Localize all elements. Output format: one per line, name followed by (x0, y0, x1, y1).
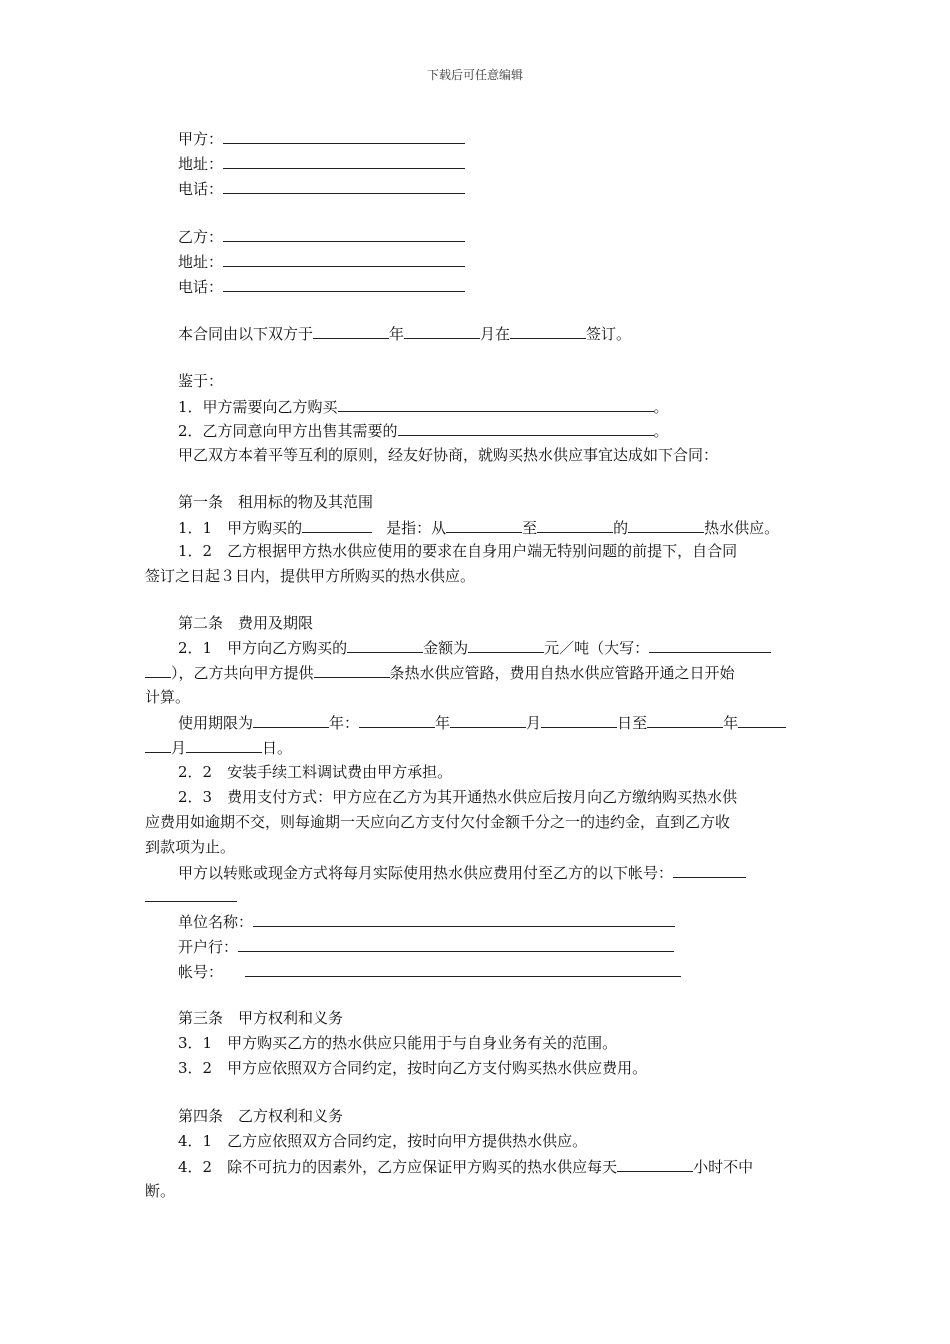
article-2-clause-1-line-3: 计算。 (145, 688, 191, 706)
bank-label: 开户行： (178, 938, 239, 956)
period-start-year-blank[interactable] (359, 712, 435, 728)
a1c1-to-blank[interactable] (537, 517, 613, 533)
a1c1-from-blank[interactable] (446, 517, 522, 533)
signing-text-2: 年 (389, 325, 405, 343)
period-end-month-blank-cont[interactable] (145, 737, 171, 753)
period-text-f: 年 (723, 714, 739, 732)
a2c1-object-blank[interactable] (347, 637, 423, 653)
a1c1-text-c: 至 (522, 519, 538, 537)
party-a-label: 甲方： (178, 130, 224, 148)
party-b-label: 乙方： (178, 228, 224, 246)
account-blank[interactable] (245, 961, 681, 977)
period-text-e: 日至 (617, 714, 648, 732)
article-1-clause-1 (178, 517, 779, 538)
period-start-month-blank[interactable] (450, 712, 526, 728)
party-b-phone-label: 电话： (178, 278, 224, 296)
transfer-line-cont (145, 886, 237, 907)
whereas-title: 鉴于： (178, 372, 224, 390)
article-4-clause-1: 4．1 乙方应依照双方合同约定，按时向甲方提供热水供应。 (178, 1132, 588, 1150)
article-4-title: 第四条 乙方权利和义务 (178, 1107, 344, 1125)
whereas-item-2-blank[interactable] (398, 420, 654, 436)
party-a-blank[interactable] (223, 128, 465, 144)
signing-place-blank[interactable] (510, 323, 586, 339)
a1c1-text-a: 1．1 甲方购买的 (178, 519, 303, 537)
whereas-item-1-blank[interactable] (338, 396, 654, 412)
signing-text-3: 月在 (480, 325, 511, 343)
article-3-clause-1: 3．1 甲方购买乙方的热水供应只能用于与自身业务有关的范围。 (178, 1034, 618, 1052)
party-b-address-label: 地址： (178, 253, 224, 271)
party-a-phone-blank[interactable] (223, 178, 465, 194)
signing-text-1: 本合同由以下双方于 (178, 325, 314, 343)
account-line (178, 961, 681, 982)
bank-blank[interactable] (238, 936, 674, 952)
unit-name-line (178, 911, 675, 932)
whereas-item-1-text: 1．甲方需要向乙方购买 (178, 398, 338, 416)
party-a-address-label: 地址： (178, 155, 224, 173)
article-4-clause-2-line-1 (178, 1156, 753, 1177)
whereas-item-2-text: 2．乙方同意向甲方出售其需要的 (178, 422, 398, 440)
a2c1-uppercase-blank-cont[interactable] (145, 662, 171, 678)
a1c1-spec-blank[interactable] (628, 517, 704, 533)
period-text-c: 年 (435, 714, 451, 732)
a1c1-text-b: 是指：从 (386, 519, 447, 537)
usage-period-line-2 (145, 737, 292, 758)
a2c1-text-e: 条热水供应管路，费用自热水供应管路开通之日开始 (389, 664, 735, 682)
a1c1-text-d: 的 (613, 519, 629, 537)
bank-line (178, 936, 674, 957)
period-years-blank[interactable] (253, 712, 329, 728)
a1c1-text-e: 热水供应。 (704, 519, 780, 537)
a2c1-price-blank[interactable] (468, 637, 544, 653)
signing-year-blank[interactable] (313, 323, 389, 339)
period-text-g: 月 (171, 739, 187, 757)
article-2-clause-2: 2．2 安装手续工料调试费由甲方承担。 (178, 763, 453, 781)
period-text-a: 使用期限为 (178, 714, 254, 732)
page-header: 下载后可任意编辑 (426, 68, 523, 82)
unit-name-label: 单位名称： (178, 913, 254, 931)
period-text-h: 日。 (262, 739, 293, 757)
party-b-phone-line (178, 276, 465, 297)
a2c1-pipes-blank[interactable] (314, 662, 390, 678)
transfer-account-blank-cont[interactable] (145, 886, 237, 902)
unit-name-blank[interactable] (253, 911, 675, 927)
period-end-day-blank[interactable] (186, 737, 262, 753)
signing-month-blank[interactable] (404, 323, 480, 339)
period-text-b: 年： (329, 714, 360, 732)
whereas-item-2-end: 。 (653, 422, 669, 440)
party-a-phone-label: 电话： (178, 180, 224, 198)
whereas-item-2 (178, 420, 669, 441)
article-3-clause-2: 3．2 甲方应依照双方合同约定，按时向乙方支付购买热水供应费用。 (178, 1059, 648, 1077)
signing-text-4: 签订。 (586, 325, 632, 343)
account-label: 帐号： (178, 963, 224, 981)
article-2-clause-3-line-2: 应费用如逾期不交，则每逾期一天应向乙方支付欠付金额千分之一的违约金，直到乙方收 (145, 813, 731, 831)
a2c1-text-b: 金额为 (423, 639, 469, 657)
whereas-summary: 甲乙双方本着平等互利的原则，经友好协商，就购买热水供应事宜达成如下合同： (178, 446, 719, 464)
party-a-address-blank[interactable] (223, 153, 465, 169)
article-3-title: 第三条 甲方权利和义务 (178, 1009, 344, 1027)
period-start-day-blank[interactable] (541, 712, 617, 728)
article-2-clause-1-line-2 (145, 662, 735, 683)
party-b-line (178, 226, 465, 247)
party-b-phone-blank[interactable] (223, 276, 465, 292)
transfer-account-blank[interactable] (673, 862, 746, 878)
whereas-item-1-end: 。 (653, 398, 669, 416)
article-1-title: 第一条 租用标的物及其范围 (178, 493, 374, 511)
article-1-clause-2-line-1: 1．2 乙方根据甲方热水供应使用的要求在自身用户端无特别问题的前提下，自合同 (178, 542, 738, 560)
party-b-address-line (178, 251, 465, 272)
party-a-line (178, 128, 465, 149)
usage-period-line-1 (178, 712, 786, 733)
article-2-clause-3-line-3: 到款项为止。 (145, 838, 236, 856)
a2c1-text-d: ），乙方共向甲方提供 (171, 664, 314, 682)
transfer-line (178, 862, 746, 883)
a4c2-hours-blank[interactable] (617, 1156, 693, 1172)
party-a-address-line (178, 153, 465, 174)
article-2-clause-1-line-1 (178, 637, 771, 658)
article-2-clause-3-line-1: 2．3 费用支付方式：甲方应在乙方为其开通热水供应后按月向乙方缴纳购买热水供 (178, 788, 738, 806)
period-end-month-blank[interactable] (738, 712, 786, 728)
article-2-title: 第二条 费用及期限 (178, 614, 314, 632)
a1c1-object-blank[interactable] (302, 517, 372, 533)
transfer-text: 甲方以转账或现金方式将每月实际使用热水供应费用付至乙方的以下帐号： (178, 864, 674, 882)
article-1-clause-2-line-2: 签订之日起３日内，提供甲方所购买的热水供应。 (145, 567, 476, 585)
a2c1-text-a: 2．1 甲方向乙方购买的 (178, 639, 348, 657)
party-b-blank[interactable] (223, 226, 465, 242)
whereas-item-1 (178, 396, 669, 417)
party-b-address-blank[interactable] (223, 251, 465, 267)
signing-line (178, 323, 631, 344)
a2c1-uppercase-blank[interactable] (649, 637, 771, 653)
period-end-year-blank[interactable] (647, 712, 723, 728)
article-4-clause-2-line-2: 断。 (145, 1182, 176, 1200)
a4c2-text-a: 4．2 除不可抗力的因素外，乙方应保证甲方购买的热水供应每天 (178, 1158, 618, 1176)
a4c2-text-b: 小时不中 (693, 1158, 754, 1176)
a2c1-text-c: 元／吨（大写： (544, 639, 650, 657)
party-a-phone-line (178, 178, 465, 199)
period-text-d: 月 (526, 714, 542, 732)
